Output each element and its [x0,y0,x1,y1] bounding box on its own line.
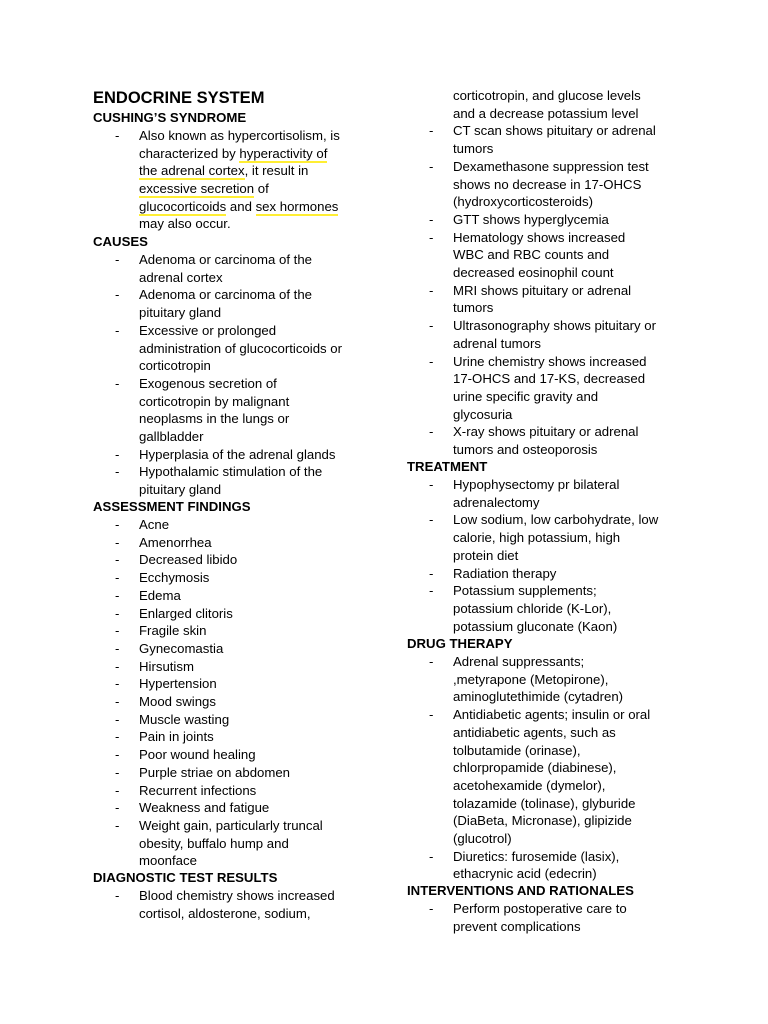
section-heading-treatment: TREATMENT [407,459,488,474]
intro-line [139,198,338,216]
section-heading-diagnostic: DIAGNOSTIC TEST RESULTS [93,870,278,885]
text-span: , it result in [244,163,309,178]
list-item-text: Enlarged clitoris [139,605,233,621]
list-item-text: prevent complications [453,918,581,934]
list-item-text: Blood chemistry shows increased [139,888,335,903]
list-item-text: decreased eosinophil count [453,265,614,280]
list-item-text: potassium chloride (K-Lor), [453,600,612,616]
list-item-text: MRI shows pituitary or adrenal [453,282,632,298]
list-item-text: Recurrent infections [139,782,257,798]
list-item-text: acetohexamide (dymelor), [453,777,606,793]
bullet-dash: - [429,229,434,245]
bullet-dash: - [115,446,120,462]
list-item-text: Ultrasonography shows pituitary or [453,318,657,334]
document-title: ENDOCRINE SYSTEM [93,89,265,107]
highlighted-text: hyperactivity of [239,146,328,161]
bullet-dash: - [115,729,120,745]
list-item-text: tumors [453,300,494,316]
bullet-dash: - [115,888,120,903]
highlighted-text: the adrenal cortex [139,163,245,178]
list-item-text: Weakness and fatigue [139,800,270,816]
list-item-text: Pain in joints [139,729,214,745]
bullet-dash: - [115,552,120,568]
list-item-text: tolazamide (tolinase), glyburide [453,795,636,811]
bullet-dash: - [429,565,434,581]
list-item-text: potassium gluconate (Kaon) [453,618,618,634]
list-item-text: moonface [139,853,197,869]
bullet-dash: - [429,282,434,298]
bullet-dash: - [115,570,120,586]
bullet-dash: - [115,782,120,798]
list-item-text: Edema [139,587,181,603]
intro-line: may also occur. [139,216,231,231]
list-item-text: adrenal tumors [453,335,541,351]
list-item-text: Hypertension [139,676,217,692]
list-item-text: Purple striae on abdomen [139,764,291,780]
list-item-text: adrenalectomy [453,494,540,510]
list-item-text: Antidiabetic agents; insulin or oral [453,707,651,723]
list-item-text: 17-OHCS and 17-KS, decreased [453,371,646,387]
bullet-dash: - [115,464,120,480]
list-item-text: tolbutamide (orinase), [453,742,581,758]
list-item-text: corticotropin, and glucose levels [453,88,641,103]
list-item-text: cortisol, aldosterone, sodium, [139,905,311,921]
list-item-text: antidiabetic agents, such as [453,724,616,740]
list-item-text: Amenorrhea [139,534,212,550]
bullet-dash: - [115,252,120,267]
list-item-text: adrenal cortex [139,269,223,285]
list-item-text: (glucotrol) [453,831,512,846]
bullet-dash: - [429,353,434,369]
bullet-dash: - [429,211,434,227]
bullet-dash: - [429,158,434,174]
intro-line [139,180,269,198]
bullet-dash: - [115,640,120,656]
list-item-text: Hematology shows increased [453,229,626,245]
bullet-dash: - [115,764,120,780]
list-item-text: Hyperplasia of the adrenal glands [139,446,336,462]
list-item-text: Fragile skin [139,623,207,639]
list-item-text: (DiaBeta, Micronase), glipizide [453,813,632,829]
list-item-text: Poor wound healing [139,747,256,763]
bullet-dash: - [115,658,120,674]
intro-line [139,145,327,163]
list-item-text: calorie, high potassium, high [453,530,621,546]
list-item-text: X-ray shows pituitary or adrenal [453,424,639,440]
list-item-text: Perform postoperative care to [453,901,627,916]
list-item-text: Potassium supplements; [453,583,597,599]
list-item-text: corticotropin by malignant [139,393,290,409]
text-span: characterized by [139,146,240,161]
bullet-dash: - [429,424,434,440]
bullet-dash: - [429,654,434,669]
bullet-dash: - [115,694,120,709]
bullet-dash: - [115,711,120,727]
highlighted-text: excessive secretion [139,181,255,196]
list-item-text: Mood swings [139,694,216,709]
bullet-dash: - [115,517,120,532]
highlighted-text: glucocorticoids [139,199,227,214]
list-item-text: GTT shows hyperglycemia [453,211,609,227]
list-item-text: administration of glucocorticoids or [139,340,343,356]
list-item-text: glycosuria [453,406,513,422]
list-item-text: Dexamethasone suppression test [453,158,649,174]
section-heading-causes: CAUSES [93,234,148,249]
list-item-text: tumors [453,141,494,157]
bullet-dash: - [429,512,434,528]
list-item-text: pituitary gland [139,305,222,321]
list-item-text: protein diet [453,547,519,563]
list-item-text: Muscle wasting [139,711,230,727]
bullet-dash: - [429,477,434,492]
list-item-text: Ecchymosis [139,570,210,586]
bullet-dash: - [429,707,434,723]
list-item-text: Hirsutism [139,658,194,674]
bullet-dash: - [115,623,120,639]
list-item-text: Hypophysectomy pr bilateral [453,477,620,492]
bullet-dash: - [115,747,120,763]
bullet-dash: - [429,901,434,916]
list-item-text: gallbladder [139,429,204,444]
list-item-text: aminoglutethimide (cytadren) [453,689,624,705]
list-item-text: WBC and RBC counts and [453,247,610,263]
intro-line: Also known as hypercortisolism, is [139,128,340,143]
list-item-text: neoplasms in the lungs or [139,411,290,427]
list-item-text: chlorpropamide (diabinese), [453,760,617,776]
list-item-text: ethacrynic acid (edecrin) [453,866,597,882]
list-item-text: pituitary gland [139,482,222,498]
list-item-text: tumors and osteoporosis [453,442,598,457]
bullet-dash: - [115,128,120,143]
section-heading-assessment: ASSESSMENT FINDINGS [93,499,251,514]
list-item-text: obesity, buffalo hump and [139,835,289,851]
bullet-dash: - [429,123,434,139]
bullet-dash: - [115,375,120,391]
list-item-text: CT scan shows pituitary or adrenal [453,123,656,139]
bullet-dash: - [115,287,120,303]
bullet-dash: - [115,605,120,621]
bullet-dash: - [429,318,434,334]
bullet-dash: - [115,800,120,816]
list-item-text: Acne [139,517,170,532]
list-item-text: Diuretics: furosemide (lasix), [453,848,620,864]
bullet-dash: - [115,534,120,550]
list-item-text: Hypothalamic stimulation of the [139,464,323,480]
list-item-text: Weight gain, particularly truncal [139,817,323,833]
intro-line [139,162,308,180]
bullet-dash: - [115,322,120,338]
list-item-text: urine specific gravity and [453,388,599,404]
list-item-text: and a decrease potassium level [453,105,639,121]
list-item-text: Adenoma or carcinoma of the [139,252,312,267]
text-span: of [254,181,269,196]
list-item-text: corticotropin [139,358,211,374]
list-item-text: ,metyrapone (Metopirone), [453,671,609,687]
list-item-text: Adenoma or carcinoma of the [139,287,312,303]
bullet-dash: - [115,817,120,833]
list-item-text: Excessive or prolonged [139,322,277,338]
section-heading-cushings: CUSHING’S SYNDROME [93,110,247,125]
highlighted-text: sex hormones [255,199,339,214]
list-item-text: Gynecomastia [139,640,224,656]
bullet-dash: - [115,587,120,603]
bullet-dash: - [429,583,434,599]
list-item-text: Low sodium, low carbohydrate, low [453,512,659,528]
list-item-text: shows no decrease in 17-OHCS [453,176,642,192]
list-item-text: Adrenal suppressants; [453,654,585,669]
list-item-text: (hydroxycorticosteroids) [453,194,593,210]
section-heading-drug-therapy: DRUG THERAPY [407,636,513,651]
list-item-text: Exogenous secretion of [139,375,277,391]
text-span: and [226,199,256,214]
bullet-dash: - [115,676,120,692]
list-item-text: Decreased libido [139,552,238,568]
bullet-dash: - [429,848,434,864]
list-item-text: Radiation therapy [453,565,557,581]
list-item-text: Urine chemistry shows increased [453,353,647,369]
section-heading-interventions: INTERVENTIONS AND RATIONALES [407,883,634,898]
